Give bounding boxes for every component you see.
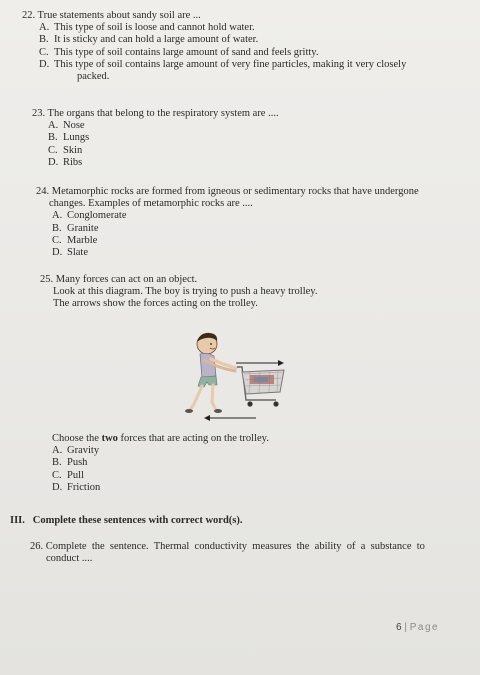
question-25-option-c: C. Pull <box>52 469 84 481</box>
question-24-option-a: A. Conglomerate <box>52 210 127 222</box>
question-26 <box>30 541 450 565</box>
page-footer <box>396 622 439 633</box>
page-label: Page <box>409 622 440 633</box>
question-23-stem: 23. The organs that belong to the respiratory system are .... <box>32 108 279 119</box>
page-number: 6 <box>396 622 402 633</box>
question-22-option-a: A. This type of soil is loose and cannot hold water. <box>39 22 255 34</box>
question-25-option-b: B. Push <box>52 457 88 469</box>
question-25-option-a: A. Gravity <box>52 445 100 457</box>
question-23-option-a: A. Nose <box>48 120 85 132</box>
page-separator: | <box>404 622 407 633</box>
question-24-option-d: D. Slate <box>52 247 88 259</box>
friction-force-arrow <box>204 415 256 421</box>
question-23-option-d: D. Ribs <box>48 156 83 168</box>
question-22-option-d-continuation: packed. <box>77 71 110 83</box>
question-25-stem-line1: 25. Many forces can act on an object. <box>40 274 198 285</box>
boy-figure <box>185 333 236 413</box>
section-3-title: III. Complete these sentences with correct word(s). <box>10 515 243 526</box>
boy-pushing-trolley-diagram <box>180 330 290 422</box>
question-26-line2: conduct .... <box>46 553 93 565</box>
question-22-stem: 22. True statements about sandy soil are ... <box>22 10 201 21</box>
question-25-option-d: D. Friction <box>52 481 101 493</box>
question-25-stem-line3: The arrows show the forces acting on the trolley. <box>53 298 258 310</box>
question-22-option-d: D. This type of soil contains large amount of very fine particles, making it very closely <box>39 58 407 70</box>
question-25-prompt: Choose the two forces that are acting on the trolley. <box>52 433 269 444</box>
question-23 <box>32 108 279 169</box>
question-22-option-b: B. It is sticky and can hold a large amount of water. <box>39 34 259 46</box>
question-25 <box>40 274 318 311</box>
question-24-stem-line2: changes. Examples of metamorphic rocks are .... <box>49 198 253 210</box>
trolley <box>237 367 284 407</box>
question-24 <box>36 186 419 259</box>
question-25-answers <box>52 433 269 494</box>
question-23-option-c: C. Skin <box>48 144 83 156</box>
question-23-option-b: B. Lungs <box>48 132 90 144</box>
question-25-stem-line2: Look at this diagram. The boy is trying to push a heavy trolley. <box>53 286 318 298</box>
question-26-line1: 26. Complete the sentence. Thermal conductivity measures the ability of a substance to <box>30 541 425 552</box>
question-24-option-c: C. Marble <box>52 234 98 246</box>
push-force-arrow <box>236 360 284 366</box>
question-24-option-b: B. Granite <box>52 222 99 234</box>
question-24-stem-line1: 24. Metamorphic rocks are formed from igneous or sedimentary rocks that have undergone <box>36 186 419 197</box>
question-22-option-c: C. This type of soil contains large amount of sand and feels gritty. <box>39 46 319 58</box>
question-22 <box>22 10 406 83</box>
